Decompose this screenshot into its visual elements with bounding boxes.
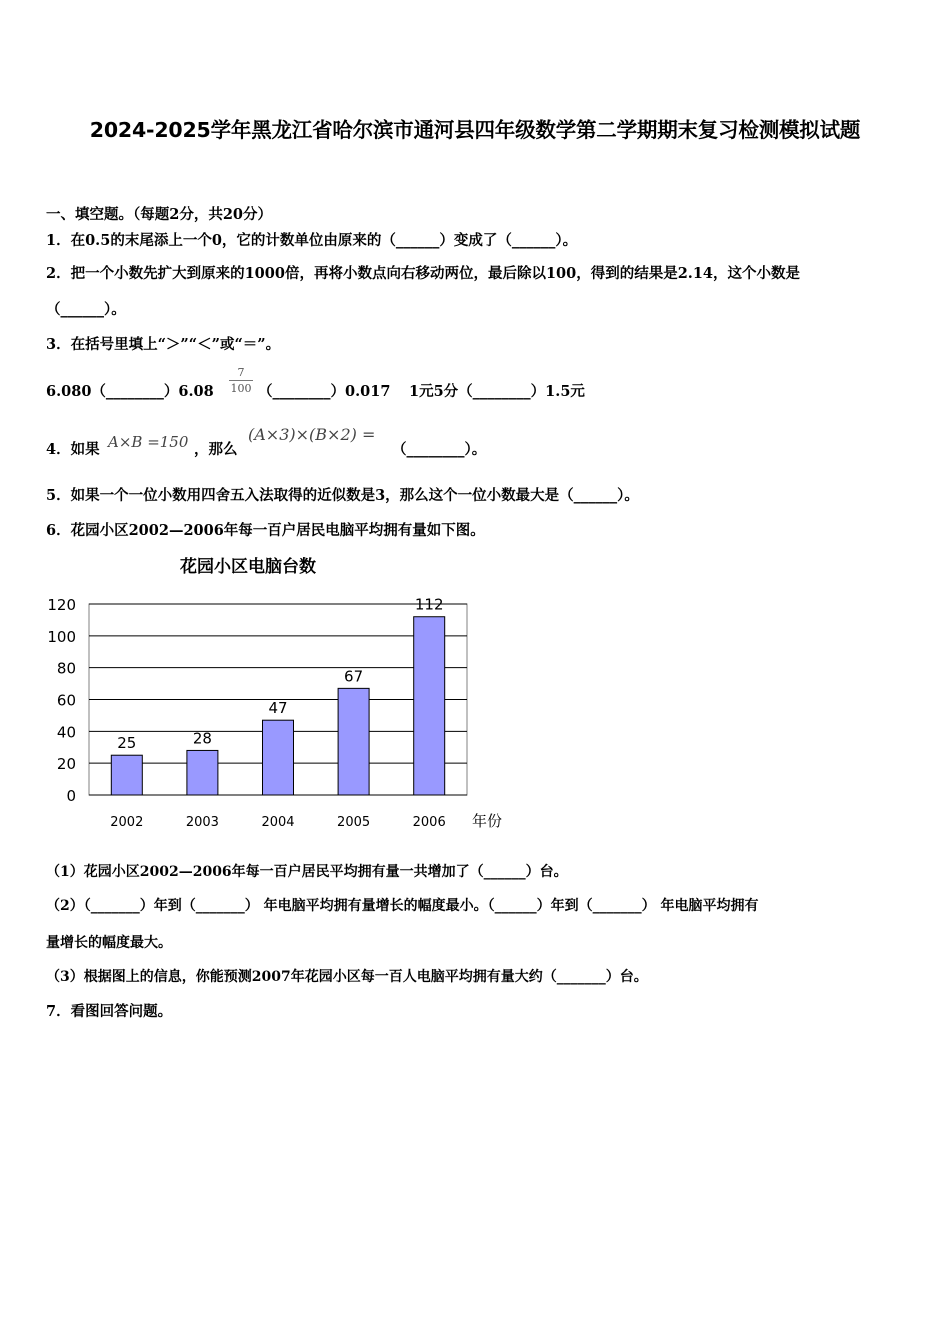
data-label: 112: [414, 595, 444, 614]
page-title: 2024-2025学年黑龙江省哈尔滨市通河县四年级数学第二学期期末复习检测模拟试题: [89, 118, 861, 142]
fraction-7-100: [229, 366, 253, 395]
bar-2003: [187, 750, 218, 795]
question-5: 5．如果一个一位小数用四舍五入法取得的近似数是3，那么这个一位小数最大是（______）。: [46, 487, 639, 504]
question-6: 6．花园小区2002—2006年每一百户居民电脑平均拥有量如下图。: [46, 522, 485, 539]
fraction-numerator: 7: [237, 366, 245, 379]
bar-2006: [414, 617, 445, 795]
question-6-sub-1: （1）花园小区2002—2006年每一百户居民平均拥有量一共增加了（______）台。: [46, 864, 568, 880]
x-tick-label: 2006: [412, 815, 446, 830]
question-3-item-b: （________）0.017: [258, 383, 391, 400]
data-label: 67: [344, 667, 364, 686]
y-tick-label: 20: [56, 755, 76, 774]
question-4-suffix: （________）。: [392, 441, 487, 458]
question-3-item-a: 6.080（________）6.08: [46, 383, 214, 400]
question-6-sub-2-line1: （2）（_______）年到（_______） 年电脑平均拥有量增长的幅度最小。（______）年到（_______） 年电脑平均拥有: [46, 898, 759, 914]
section-heading: 一、填空题。（每题2分，共20分）: [46, 206, 273, 223]
question-3: 3．在括号里填上“＞”“＜”或“＝”。: [46, 336, 281, 353]
x-axis-label: 年份: [472, 812, 503, 830]
question-4-prefix: 4．如果: [46, 441, 100, 458]
data-label: 25: [117, 734, 137, 753]
fraction-bar: [229, 380, 253, 381]
question-4-expr1: A×B =150: [108, 433, 189, 451]
y-tick-label: 0: [66, 787, 76, 805]
question-6-sub-2-line2: 量增长的幅度最大。: [46, 935, 172, 951]
bar-2002: [111, 755, 142, 795]
data-label: 28: [192, 729, 212, 748]
y-tick-label: 40: [56, 723, 76, 742]
question-3-item-c: 1元5分（________）1.5元: [409, 383, 585, 400]
x-tick-label: 2003: [185, 815, 219, 830]
x-tick-label: 2002: [110, 815, 144, 830]
x-tick-label: 2005: [337, 815, 371, 830]
plot-frame: [89, 604, 467, 795]
x-tick-label: 2004: [261, 815, 295, 830]
question-4-expr2: (A×3)×(B×2) =: [248, 425, 376, 444]
question-2-line2: （______）。: [46, 301, 126, 318]
y-tick-label: 60: [56, 691, 76, 710]
question-7: 7．看图回答问题。: [46, 1003, 173, 1020]
question-4-mid: ，那么: [194, 441, 238, 458]
question-1: 1．在0.5的末尾添上一个0，它的计数单位由原来的（______）变成了（______）。: [46, 232, 578, 249]
question-2-line1: 2．把一个小数先扩大到原来的1000倍，再将小数点向右移动两位，最后除以100，得到的结果是2.14，这个小数是: [46, 265, 801, 282]
question-6-sub-3: （3）根据图上的信息，你能预测2007年花园小区每一百人电脑平均拥有量大约（_______）台。: [46, 969, 648, 985]
fraction-denominator: 100: [230, 382, 252, 395]
bar-2004: [263, 720, 294, 795]
y-tick-label: 100: [47, 627, 76, 646]
data-label: 47: [268, 699, 288, 718]
y-tick-label: 80: [56, 659, 76, 678]
bar-2005: [338, 688, 369, 795]
y-tick-label: 120: [47, 596, 76, 614]
chart-title: 花园小区电脑台数: [180, 557, 316, 577]
